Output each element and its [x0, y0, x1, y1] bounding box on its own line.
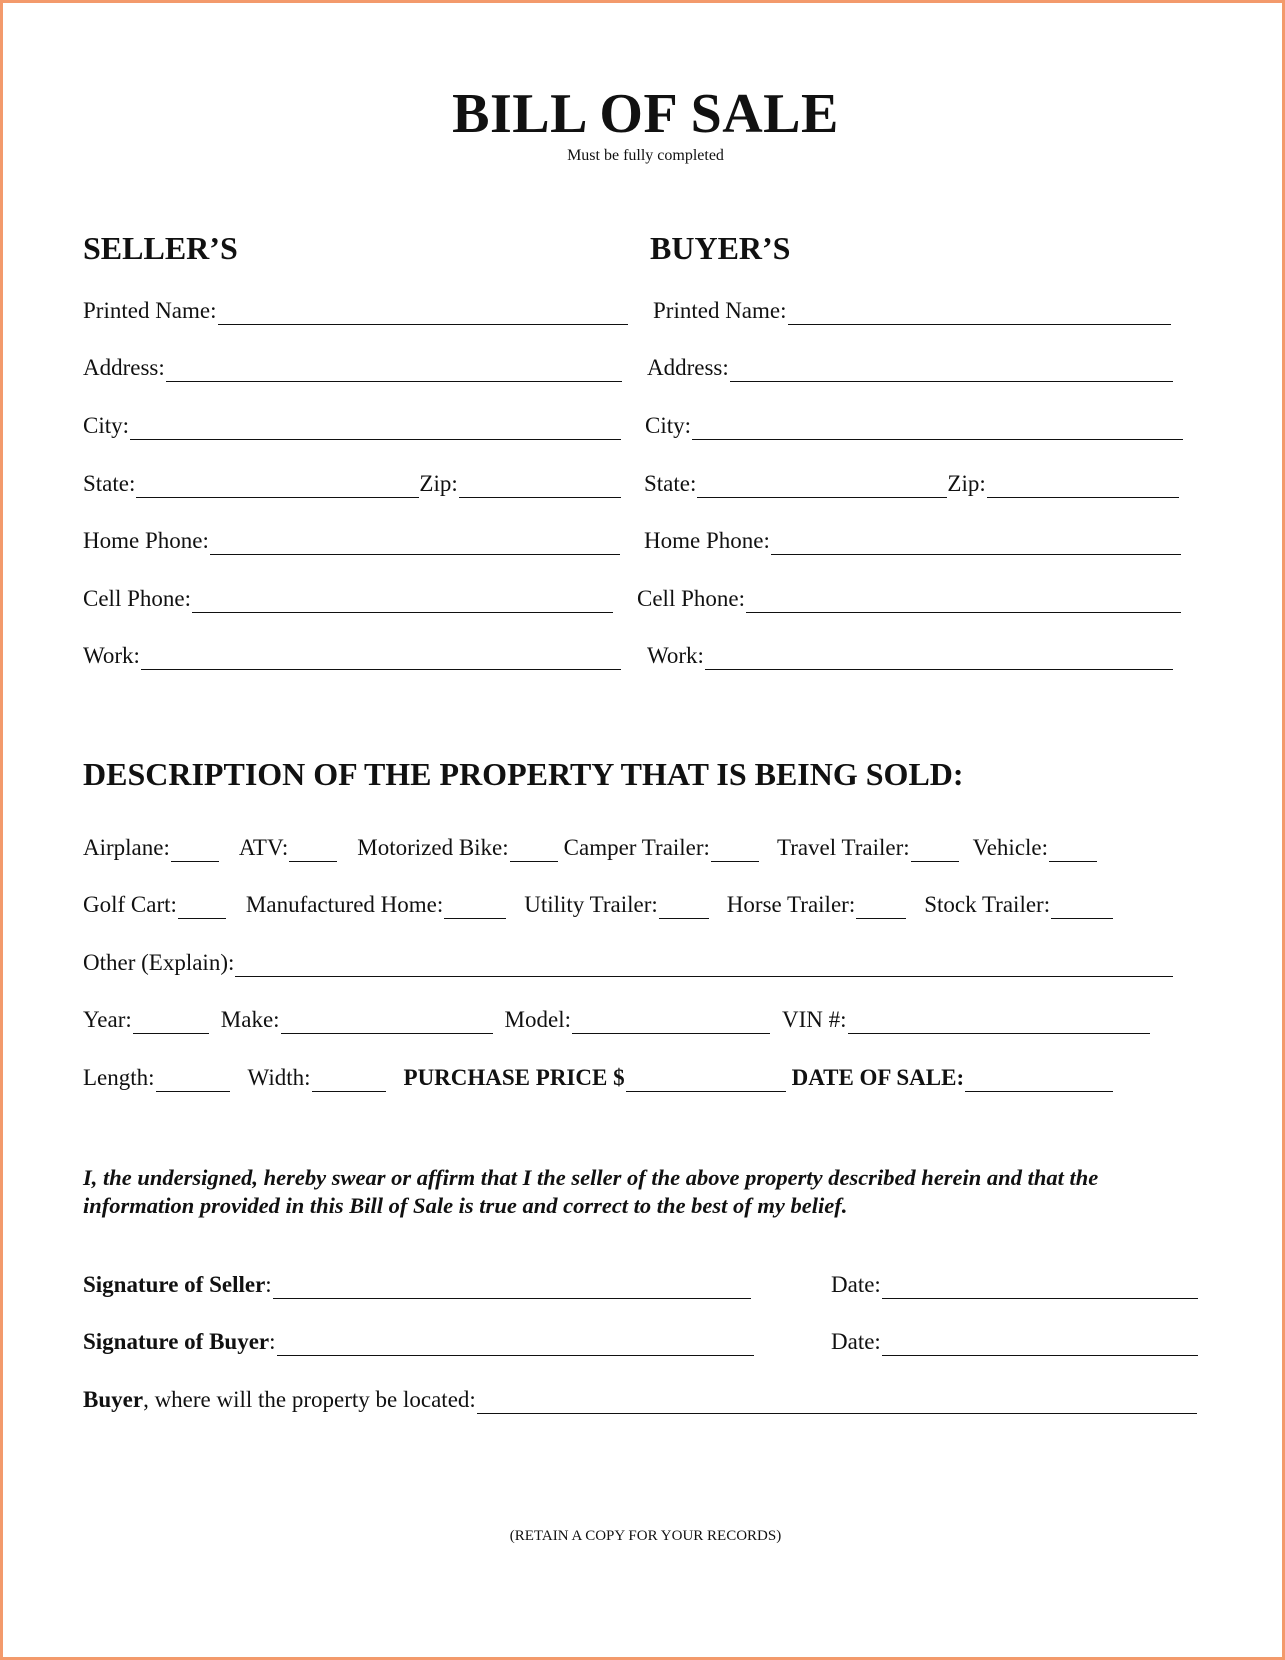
golf-cart-field[interactable] [83, 891, 226, 919]
length-line[interactable] [156, 1069, 230, 1092]
utility-trailer-label: Utility Trailer: [524, 892, 658, 917]
seller-city-label: City: [83, 413, 130, 438]
property-location-row [83, 1386, 1197, 1414]
motorized-bike-field[interactable] [357, 834, 557, 862]
seller-date-label: Date: [831, 1272, 881, 1297]
printed-name-row [83, 297, 1171, 325]
affirmation-statement: I, the undersigned, hereby swear or affirm that I the seller of the above property described herein and that the information provided in this Bill of Sale is true and correct to the best of my belief. [83, 1165, 1099, 1218]
buyer-signature-field[interactable] [83, 1328, 754, 1356]
camper-trailer-line[interactable] [711, 839, 759, 862]
seller-home-phone-line[interactable] [210, 532, 620, 555]
travel-trailer-label: Travel Trailer: [776, 835, 910, 860]
home-phone-row [83, 527, 1181, 555]
buyer-state-label: State: [644, 471, 697, 496]
manufactured-home-label: Manufactured Home: [245, 892, 444, 917]
property-types-row-2 [83, 891, 1113, 919]
buyer-zip-line[interactable] [987, 475, 1179, 498]
buyer-state-zip-field[interactable] [644, 470, 1179, 498]
horse-trailer-line[interactable] [856, 896, 906, 919]
work-row [83, 642, 1173, 670]
utility-trailer-line[interactable] [659, 896, 709, 919]
make-field[interactable] [221, 1006, 493, 1034]
property-location-field[interactable] [83, 1386, 1197, 1414]
seller-printed-name-line[interactable] [218, 302, 629, 325]
seller-city-line[interactable] [130, 417, 621, 440]
seller-signature-label: Signature of Seller [83, 1272, 266, 1297]
seller-state-zip-field[interactable] [83, 470, 621, 498]
camper-trailer-field[interactable] [564, 834, 759, 862]
other-explain-line[interactable] [235, 954, 1173, 977]
vin-field[interactable] [782, 1006, 1150, 1034]
other-row [83, 949, 1173, 977]
manufactured-home-field[interactable] [246, 891, 506, 919]
seller-address-label: Address: [83, 355, 165, 380]
length-label: Length: [83, 1065, 155, 1090]
vin-line[interactable] [848, 1011, 1150, 1034]
seller-work-field[interactable] [83, 642, 621, 670]
retain-copy-note: (RETAIN A COPY FOR YOUR RECORDS) [509, 1528, 782, 1544]
model-label: Model: [504, 1007, 571, 1032]
year-label: Year: [83, 1007, 132, 1032]
seller-date-line[interactable] [882, 1276, 1198, 1299]
city-row [83, 412, 1183, 440]
seller-date-field[interactable] [831, 1271, 1198, 1299]
atv-label: ATV: [238, 835, 289, 860]
seller-signature-row [83, 1271, 1198, 1299]
airplane-line[interactable] [171, 839, 219, 862]
travel-trailer-field[interactable] [777, 834, 959, 862]
date-of-sale-label: DATE OF SALE: [791, 1065, 965, 1090]
buyer-cell-phone-field[interactable] [637, 585, 1181, 613]
buyer-city-label: City: [645, 413, 692, 438]
buyer-cell-phone-label: Cell Phone: [637, 586, 745, 611]
buyer-zip-label: Zip: [947, 471, 986, 496]
model-field[interactable] [505, 1006, 770, 1034]
manufactured-home-line[interactable] [444, 896, 506, 919]
seller-cell-phone-line[interactable] [192, 590, 613, 613]
buyer-address-field[interactable] [647, 354, 1173, 382]
width-field[interactable] [248, 1064, 386, 1092]
buyer-work-line[interactable] [705, 647, 1173, 670]
buyer-work-field[interactable] [647, 642, 1173, 670]
buyer-city-field[interactable] [645, 412, 1183, 440]
buyer-state-line[interactable] [697, 475, 947, 498]
purchase-price-field[interactable] [404, 1064, 786, 1092]
seller-work-line[interactable] [141, 647, 621, 670]
purchase-price-label: PURCHASE PRICE $ [403, 1065, 625, 1090]
seller-printed-name-label: Printed Name: [83, 298, 217, 323]
state-zip-row [83, 470, 1179, 498]
atv-line[interactable] [289, 839, 337, 862]
description-heading: DESCRIPTION OF THE PROPERTY THAT IS BEING SOLD: [83, 756, 964, 792]
motorized-bike-label: Motorized Bike: [357, 835, 509, 860]
stock-trailer-line[interactable] [1051, 896, 1113, 919]
buyer-word: Buyer [83, 1387, 144, 1412]
buyer-date-label: Date: [831, 1329, 881, 1354]
purchase-price-line[interactable] [626, 1069, 786, 1092]
property-location-label: , where will the property be located: [143, 1387, 476, 1412]
make-line[interactable] [281, 1011, 493, 1034]
buyer-printed-name-field[interactable] [653, 297, 1171, 325]
address-row [83, 354, 1173, 382]
make-label: Make: [220, 1007, 280, 1032]
stock-trailer-field[interactable] [924, 891, 1113, 919]
seller-state-label: State: [83, 471, 136, 496]
buyer-address-line[interactable] [730, 359, 1173, 382]
utility-trailer-field[interactable] [524, 891, 709, 919]
seller-home-phone-label: Home Phone: [83, 528, 209, 553]
seller-state-line[interactable] [136, 475, 419, 498]
seller-cell-phone-field[interactable] [83, 585, 613, 613]
date-of-sale-line[interactable] [965, 1069, 1113, 1092]
property-location-line[interactable] [477, 1391, 1197, 1414]
buyer-home-phone-field[interactable] [644, 527, 1181, 555]
buyer-work-label: Work: [647, 643, 704, 668]
seller-work-label: Work: [83, 643, 140, 668]
document-title: BILL OF SALE [452, 83, 839, 145]
seller-home-phone-field[interactable] [83, 527, 620, 555]
vin-label: VIN #: [782, 1007, 847, 1032]
vehicle-line[interactable] [1049, 839, 1097, 862]
width-label: Width: [247, 1065, 311, 1090]
buyer-signature-row [83, 1328, 1198, 1356]
other-explain-label: Other (Explain): [83, 950, 235, 975]
vehicle-field[interactable] [973, 834, 1097, 862]
buyer-date-line[interactable] [882, 1333, 1198, 1356]
document-subtitle: Must be fully completed [567, 147, 724, 164]
year-make-model-row [83, 1006, 1150, 1034]
seller-zip-line[interactable] [459, 475, 621, 498]
seller-zip-label: Zip: [419, 471, 458, 496]
buyer-cell-phone-line[interactable] [746, 590, 1181, 613]
buyer-date-field[interactable] [831, 1328, 1198, 1356]
buyer-printed-name-line[interactable] [788, 302, 1172, 325]
buyer-address-label: Address: [647, 355, 729, 380]
golf-cart-line[interactable] [178, 896, 226, 919]
golf-cart-label: Golf Cart: [83, 892, 177, 917]
seller-signature-field[interactable] [83, 1271, 751, 1299]
seller-cell-phone-label: Cell Phone: [83, 586, 191, 611]
seller-signature-colon: : [265, 1272, 272, 1297]
width-line[interactable] [312, 1069, 386, 1092]
motorized-bike-line[interactable] [510, 839, 558, 862]
airplane-label: Airplane: [83, 835, 170, 860]
travel-trailer-line[interactable] [911, 839, 959, 862]
buyer-signature-colon: : [269, 1329, 276, 1354]
length-field[interactable] [83, 1064, 230, 1092]
date-of-sale-field[interactable] [792, 1064, 1114, 1092]
seller-signature-line[interactable] [273, 1276, 751, 1299]
seller-address-field[interactable] [83, 354, 622, 382]
year-line[interactable] [133, 1011, 209, 1034]
seller-address-line[interactable] [166, 359, 622, 382]
buyer-printed-name-label: Printed Name: [653, 298, 787, 323]
seller-printed-name-field[interactable] [83, 297, 628, 325]
stock-trailer-label: Stock Trailer: [924, 892, 1051, 917]
buyer-signature-line[interactable] [277, 1333, 754, 1356]
model-line[interactable] [572, 1011, 770, 1034]
vehicle-label: Vehicle: [972, 835, 1049, 860]
year-field[interactable] [83, 1006, 209, 1034]
buyer-signature-label: Signature of Buyer [83, 1329, 270, 1354]
other-explain-field[interactable] [83, 949, 1173, 977]
horse-trailer-field[interactable] [727, 891, 906, 919]
cell-phone-row [83, 585, 1181, 613]
length-width-price-row [83, 1064, 1113, 1092]
camper-trailer-label: Camper Trailer: [563, 835, 710, 860]
atv-field[interactable] [239, 834, 337, 862]
buyer-city-line[interactable] [692, 417, 1183, 440]
property-types-row-1 [83, 834, 1097, 862]
airplane-field[interactable] [83, 834, 219, 862]
horse-trailer-label: Horse Trailer: [726, 892, 856, 917]
seller-heading: SELLER’S [83, 230, 238, 266]
buyer-home-phone-label: Home Phone: [644, 528, 770, 553]
buyer-heading: BUYER’S [650, 230, 791, 266]
buyer-home-phone-line[interactable] [771, 532, 1181, 555]
seller-city-field[interactable] [83, 412, 621, 440]
